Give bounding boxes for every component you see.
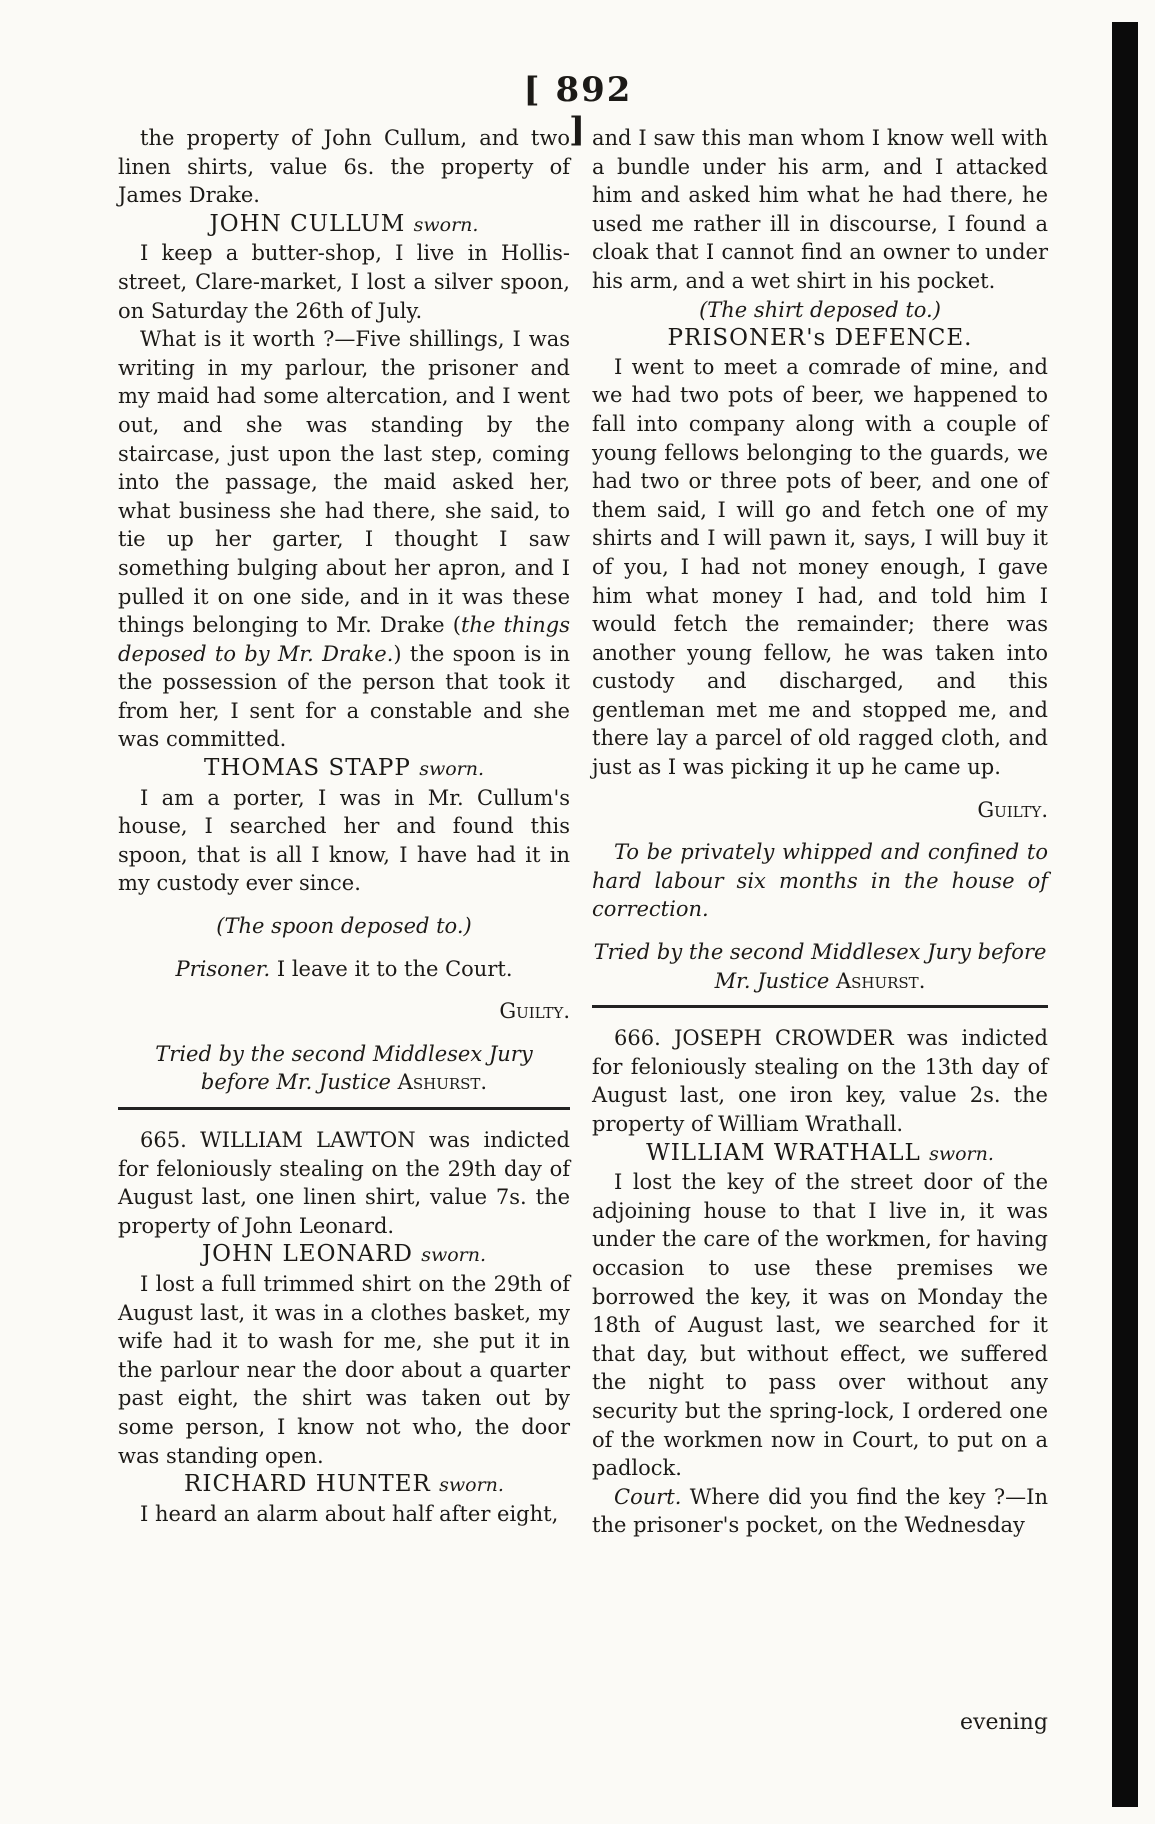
tried-text: Tried by the second Middlesex Jury before Mr. Justice — [155, 1041, 533, 1095]
witness-name: THOMAS STAPP — [203, 755, 411, 782]
defence-heading: PRISONER's DEFENCE. — [667, 325, 973, 352]
paragraph — [118, 325, 570, 754]
defendant-name: JOSEPH CROWDER — [674, 1026, 894, 1051]
speaker-label: Prisoner. — [175, 956, 271, 981]
tried-text: Tried by the second Middlesex Jury before Mr. Justice — [593, 940, 1047, 993]
verdict: Guilty. — [977, 797, 1048, 822]
sworn-label: sworn. — [929, 1142, 994, 1165]
indictment-text: was indicted for feloniously stealing on the 29th day of August last, one linen shirt, value 7s. the property of John Leonard. — [118, 1128, 570, 1238]
case-entry — [592, 1024, 1048, 1138]
paragraph: the property of John Cullum, and two linen shirts, value 6s. the property of James Drake. — [118, 126, 570, 208]
sworn-label: sworn. — [439, 1474, 504, 1497]
exhibit-note: (The spoon deposed to.) — [216, 914, 472, 939]
text-run-italic: the things deposed to by Mr. Drake. — [118, 613, 570, 666]
prisoner-statement — [118, 955, 570, 984]
witness-heading — [592, 1139, 1048, 1169]
speaker-label: Court. — [614, 1484, 682, 1509]
text-run: ) the spoon is in the possession of the person that took it from her, I sent for a constable and she was committed. — [118, 641, 570, 752]
court-question — [592, 1483, 1048, 1540]
witness-name: RICHARD HUNTER — [184, 1471, 431, 1498]
paragraph: I lost the key of the street door of the adjoining house to that I live in, it was under the care of the workmen, for having occasion to use these premises we borrowed the key, it was on Monday the 18th of August last, we searched for it that day, but without effect, we suffered the night to pass over without any security but the spring-lock, I ordered one of the workmen now in Court, to put on a padlock. — [592, 1170, 1048, 1481]
left-column — [118, 124, 570, 1528]
sworn-label: sworn. — [421, 1244, 487, 1267]
paragraph: I went to meet a comrade of mine, and we had two pots of beer, we happened to fall into company along with a couple of young fellows belonging to the guards, we had two or three pots of beer, and one of them said, I will go and fetch one of my shirts and I will pawn it, says, I will buy it of you, I had not money enough, I gave him what money I had, and told him I would fetch the remainder; there was another young fellow, he was taken into custody and discharged, and this gentleman met me and stopped me, and there lay a parcel of old ragged cloth, and just as I was picking it up he came up. — [592, 354, 1048, 780]
text-run: What is it worth ?—Five shillings, I was writing in my parlour, the prisoner and my maid had some altercation, and I went out, and she was standing by the staircase, just upon the last step, coming into the passage, the maid asked her, what business she had there, she said, to tie up her garter, I thought I saw something bulging about her apron, and I pulled it on one side, and in it was these things belonging to Mr. Drake ( — [118, 327, 570, 638]
case-number: 666. — [614, 1026, 661, 1051]
sworn-label: sworn. — [419, 758, 484, 781]
paragraph: and I saw this man whom I know well with a bundle under his arm, and I attacked him and asked him what he had there, he used me rather ill in discourse, I found a cloak that I cannot find an owner to under his arm, and a wet shirt in his pocket. — [592, 126, 1048, 293]
case-entry — [118, 1126, 570, 1240]
page-number: [ 892 ] — [523, 70, 633, 150]
defendant-name: WILLIAM LAWTON — [200, 1128, 416, 1152]
paragraph: I am a porter, I was in Mr. Cullum's house, I searched her and found this spoon, that is all I know, I have had it in my custody ever since. — [118, 785, 570, 896]
exhibit-note: (The shirt deposed to.) — [699, 297, 941, 322]
page-edge-shadow — [1112, 22, 1138, 1807]
witness-heading — [118, 1470, 570, 1500]
witness-heading — [118, 1240, 570, 1270]
judge-name: Ashurst. — [397, 1070, 488, 1095]
right-column — [592, 124, 1048, 1540]
tried-note — [592, 938, 1048, 995]
sentence: To be privately whipped and confined to hard labour six months in the house of correction. — [592, 840, 1048, 922]
sworn-label: sworn. — [413, 213, 479, 236]
statement-text: I leave it to the Court. — [276, 956, 513, 981]
paragraph: I keep a butter-shop, I live in Hollis-street, Clare-market, I lost a silver spoon, on Saturday the 26th of July. — [118, 241, 570, 323]
catchword: evening — [960, 1710, 1048, 1735]
section-divider — [118, 1107, 570, 1110]
witness-heading — [118, 210, 570, 240]
verdict: Guilty. — [499, 999, 570, 1024]
paragraph: I lost a full trimmed shirt on the 29th of August last, it was in a clothes basket, my wife had it to wash for me, she put it in the parlour near the door about a quarter past eight, the shirt was taken out by some person, I know not who, the door was standing open. — [118, 1271, 570, 1468]
witness-heading — [118, 754, 570, 784]
indictment-text: was indicted for feloniously stealing on the 13th day of August last, one iron key, value 2s. the property of William Wrathall. — [592, 1026, 1048, 1136]
question-text: Where did you find the key ?—In the prisoner's pocket, on the Wednesday — [592, 1484, 1048, 1538]
case-number: 665. — [140, 1128, 187, 1152]
witness-name: JOHN CULLUM — [209, 210, 406, 237]
witness-name: JOHN LEONARD — [201, 1241, 413, 1268]
paragraph: I heard an alarm about half after eight, — [140, 1501, 559, 1526]
section-divider — [592, 1005, 1048, 1008]
judge-name: Ashurst. — [835, 968, 926, 993]
tried-note — [118, 1040, 570, 1097]
witness-name: WILLIAM WRATHALL — [646, 1139, 921, 1166]
